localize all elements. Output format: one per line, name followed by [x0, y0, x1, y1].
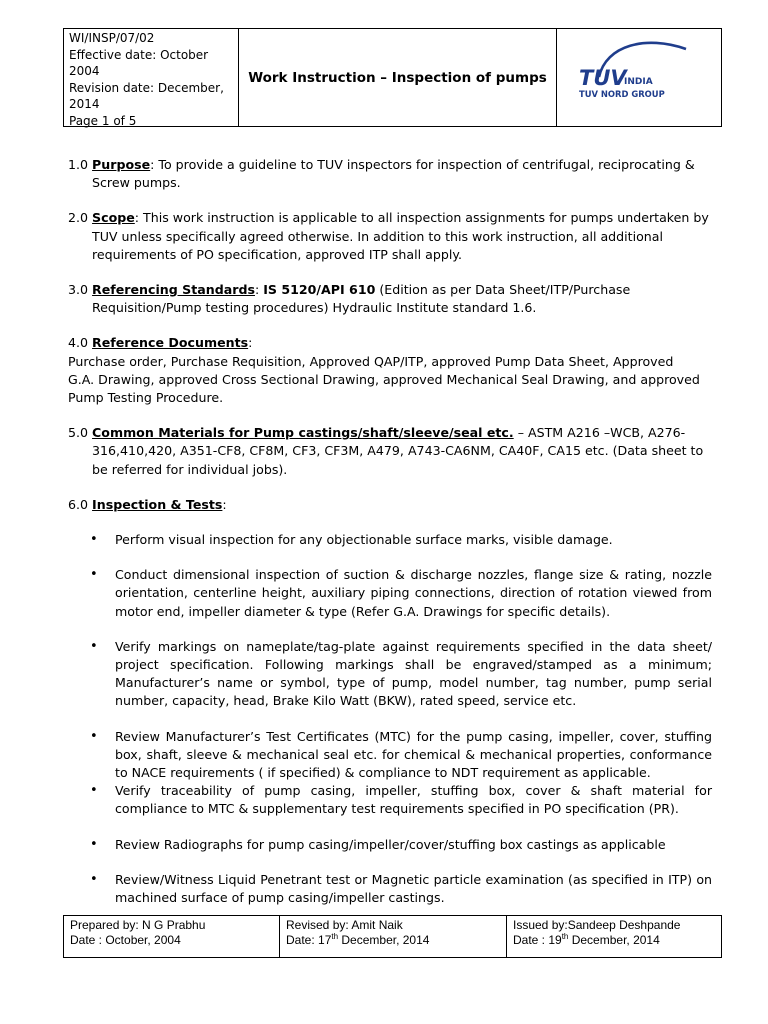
list-item: • Review Manufacturer’s Test Certificates (MTC) for the pump casing, impeller, cover, stuffing box, shaft, sleeve & mechanical seal etc. for chemical & mechanical properties, conformance to NACE requirements ( if specified) & compliance to NDT requirement as applicable.: [115, 728, 712, 783]
revision-date-label: Revision date: December,: [69, 80, 224, 95]
doc-info-cell: [64, 29, 239, 126]
revision-date-year: 2014: [69, 97, 100, 112]
effective-date-year: 2004: [69, 64, 100, 79]
section-number: 6.0: [68, 496, 89, 512]
section-text: Screw pumps.: [92, 175, 181, 191]
revised-cell: [280, 916, 507, 957]
logo-cell: [557, 29, 721, 126]
logo-india-text: INDIA: [624, 77, 653, 87]
section-heading: Referencing Standards: [92, 282, 255, 298]
section-purpose: 1.0 Purpose: To provide a guideline to TUV inspectors for inspection of centrifugal, reciprocating & Screw pumps.: [68, 156, 712, 192]
inspection-list: [68, 531, 712, 907]
document-title: Work Instruction – Inspection of pumps: [239, 29, 557, 126]
section-text: 316,410,420, A351-CF8, CF8M, CF3, CF3M, A479, A743-CA6NM, CA40F, CA15 etc. (Data sheet to: [92, 443, 704, 459]
list-item: • Review/Witness Liquid Penetrant test or Magnetic particle examination (as specified in ITP) on machined surface of pump casing/impeller castings.: [115, 871, 712, 907]
list-item: • Review Radiographs for pump casing/impeller/cover/stuffing box castings as applicable: [115, 836, 712, 854]
footer-table: [63, 915, 722, 958]
section-reference-documents: 4.0 Reference Documents: Purchase order, Purchase Requisition, Approved QAP/ITP, approved Pump Data Sheet, Approved G.A. Drawing, approved Cross Sectional Drawing, approved Mechanical Seal Drawing, and approved Pump Testing Procedure.: [68, 334, 712, 407]
section-number: 1.0: [68, 157, 89, 172]
issued-date-post: December, 2014: [568, 933, 660, 947]
section-text: (Edition as per Data Sheet/ITP/Purchase: [379, 282, 631, 298]
section-common-materials: [68, 424, 712, 479]
section-number: 4.0: [68, 335, 89, 351]
section-heading: Inspection & Tests: [92, 496, 223, 512]
section-heading: Scope: [92, 210, 135, 226]
section-text: – ASTM A216 –WCB, A276-: [517, 425, 686, 441]
prepared-cell: [64, 916, 280, 957]
standard-code: IS 5120/API 610: [263, 282, 376, 298]
list-item: • Perform visual inspection for any objectionable surface marks, visible damage.: [115, 531, 712, 549]
revised-date-post: December, 2014: [338, 933, 430, 947]
section-text: requirements of PO specification, approved ITP shall apply.: [92, 246, 462, 262]
issued-date-pre: Date : 19: [513, 933, 562, 947]
doc-code: WI/INSP/07/02: [69, 31, 155, 45]
section-text: G.A. Drawing, approved Cross Sectional Drawing, approved Mechanical Seal Drawing, and approved: [68, 371, 700, 387]
section-heading: Common Materials for Pump castings/shaft/sleeve/seal etc.: [92, 425, 514, 441]
section-inspection-tests: 6.0 Inspection & Tests:: [68, 496, 227, 512]
section-text: Requisition/Pump testing procedures) Hydraulic Institute standard 1.6.: [92, 300, 537, 316]
section-text: Purchase order, Purchase Requisition, Approved QAP/ITP, approved Pump Data Sheet, Approved: [68, 353, 674, 369]
section-heading: Purpose: [92, 157, 151, 172]
revised-date: [286, 933, 500, 948]
list-item: • Verify markings on nameplate/tag-plate against requirements specified in the data sheet/ project specification. Following markings shall be engraved/stamped as a minimum; Manufacturer’s name or symbol, type of pump, model number, tag number, pump serial number, capacity, head, Brake Kilo Watt (BKW), rated speed, service etc.: [115, 638, 712, 711]
logo-main-text: TUV: [579, 66, 627, 90]
tuv-logo: [571, 35, 721, 115]
section-text: To provide a guideline to TUV inspectors for inspection of centrifugal, reciprocating &: [158, 157, 695, 172]
section-number: 2.0: [68, 210, 89, 226]
issued-by: Issued by:Sandeep Deshpande: [513, 918, 681, 932]
section-number: 3.0: [68, 282, 89, 298]
list-item: • Conduct dimensional inspection of suction & discharge nozzles, flange size & rating, nozzle orientation, centerline height, auxiliary piping connections, direction of rotation viewed from motor end, impeller diameter & type (Refer G.A. Drawings for specific details).: [115, 566, 712, 621]
section-referencing-standards: 3.0 Referencing Standards: IS 5120/API 610 (Edition as per Data Sheet/ITP/Purchase Requisition/Pump testing procedures) Hydraulic Institute standard 1.6.: [68, 281, 712, 317]
issued-date-sup: th: [561, 932, 569, 941]
section-text: be referred for individual jobs).: [92, 461, 288, 477]
section-scope: 2.0 Scope: This work instruction is applicable to all inspection assignments for pumps undertaken by TUV unless specifically agreed otherwise. In addition to this work instruction, all additional requirements of PO specification, approved ITP shall apply.: [68, 209, 712, 264]
revised-date-pre: Date: 17: [286, 933, 332, 947]
section-text: Pump Testing Procedure.: [68, 390, 224, 406]
section-text: This work instruction is applicable to all inspection assignments for pumps undertaken by: [143, 210, 709, 226]
effective-date-label: Effective date: October: [69, 47, 209, 62]
section-heading: Reference Documents: [92, 335, 249, 351]
logo-group-text: TUV NORD GROUP: [579, 89, 665, 99]
prepared-date: Date : October, 2004: [70, 933, 181, 947]
document-body: [68, 156, 712, 907]
section-text: TUV unless specifically agreed otherwise. In addition to this work instruction, all additional: [92, 228, 663, 244]
page-number: Page 1 of 5: [69, 113, 137, 128]
list-item: • Verify traceability of pump casing, impeller, stuffing box, cover & shaft material for compliance to MTC & supplementary test requirements specified in PO specification (PR).: [115, 782, 712, 818]
section-number: 5.0: [68, 425, 89, 441]
revised-date-sup: th: [331, 932, 339, 941]
revised-by: Revised by: Amit Naik: [286, 918, 403, 932]
header-table: [63, 28, 722, 127]
issued-cell: [507, 916, 721, 957]
issued-date: [513, 933, 715, 948]
prepared-by: Prepared by: N G Prabhu: [70, 918, 206, 932]
